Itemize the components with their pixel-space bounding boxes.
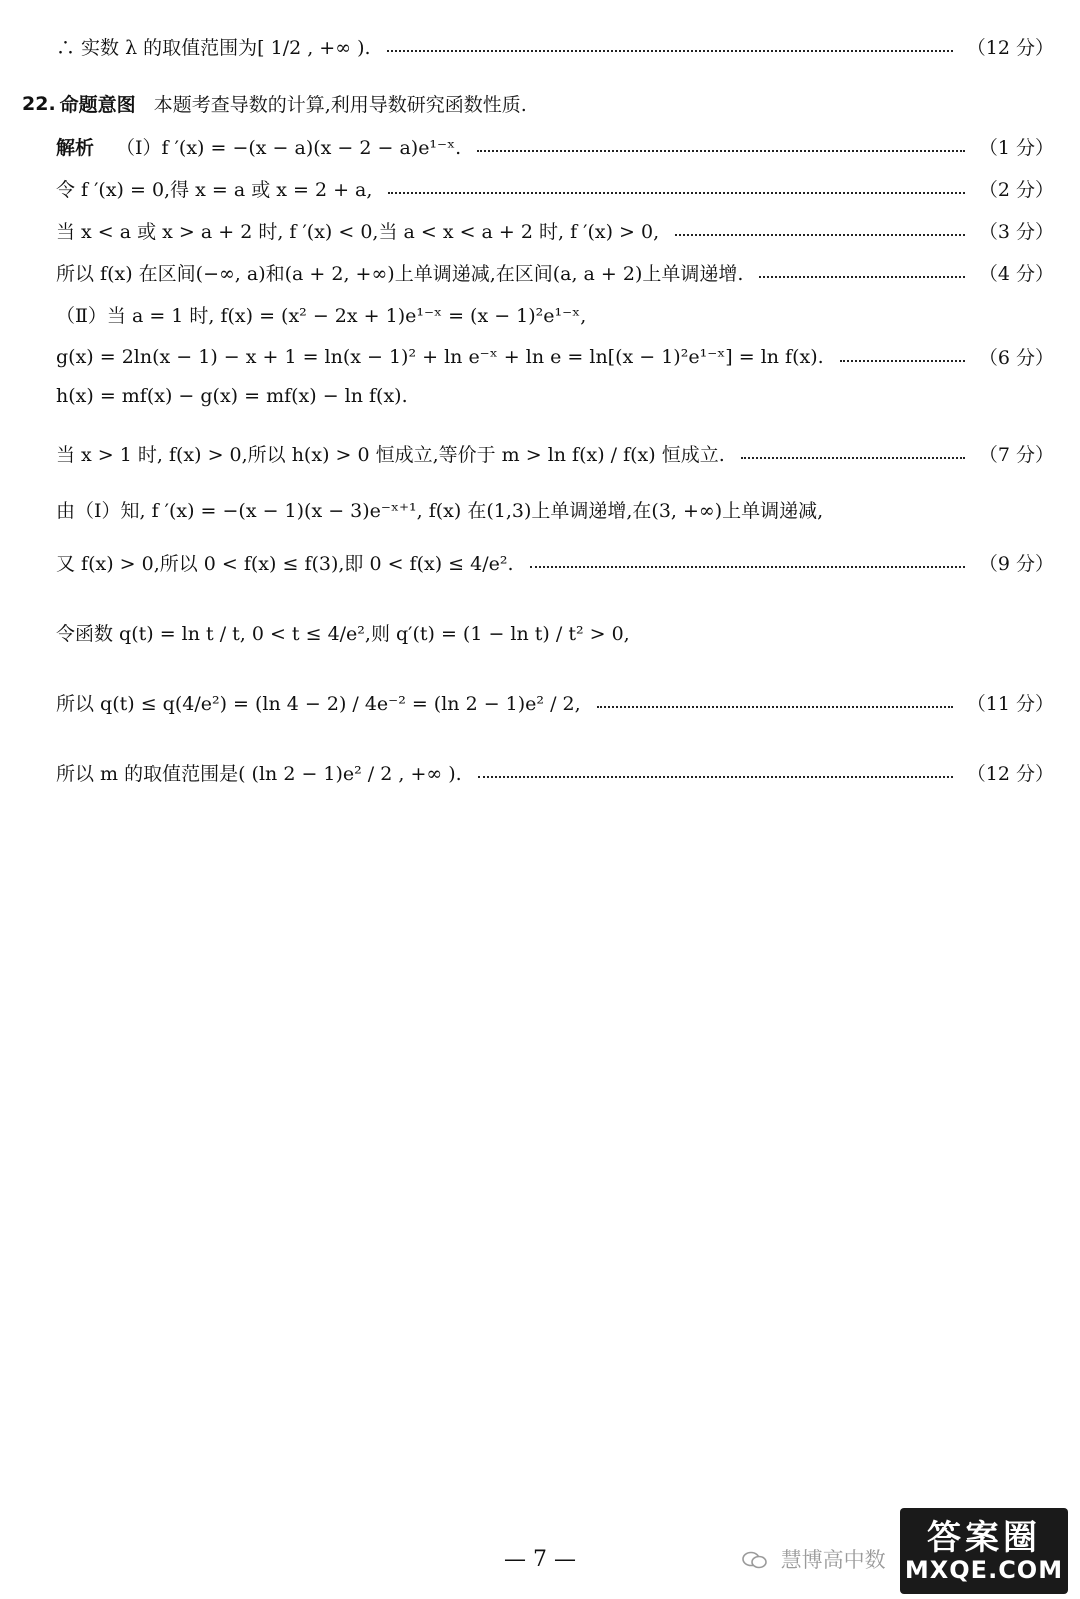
analysis-label: 解析 <box>56 137 95 159</box>
line-text: （Ⅱ）当 a = 1 时, f(x) = (x² − 2x + 1)e¹⁻ˣ = (x − 1)²e¹⁻ˣ, <box>56 305 587 327</box>
line-text: 又 f(x) > 0,所以 0 < f(x) ≤ f(3),即 0 < f(x) ≤ 4/e². <box>56 553 514 575</box>
dot-leader <box>477 150 965 152</box>
line-text: 所以 q(t) ≤ q(4/e²) = (ln 4 − 2) / 4e⁻² = (ln 2 − 1)e² / 2, <box>56 693 581 715</box>
purpose-text: 本题考查导数的计算,利用导数研究函数性质. <box>153 94 527 116</box>
line-sign-analysis <box>56 217 1054 244</box>
line-text: 令 f ′(x) = 0,得 x = a 或 x = 2 + a, <box>56 179 373 201</box>
line-q-max <box>56 689 1054 716</box>
question-number: 22. <box>22 92 56 115</box>
score-label: （12 分） <box>966 37 1054 59</box>
dot-leader <box>530 566 965 568</box>
dot-leader <box>597 706 953 708</box>
line-text: h(x) = mf(x) − g(x) = mf(x) − ln f(x). <box>56 385 408 407</box>
score-label: （6 分） <box>978 347 1054 369</box>
line-h-definition <box>56 385 1054 407</box>
line-m-range <box>56 759 1054 786</box>
line-text: 当 x > 1 时, f(x) > 0,所以 h(x) > 0 恒成立,等价于 m > ln f(x) / f(x) 恒成立. <box>56 444 725 466</box>
watermark-source-text: 慧博高中数 <box>780 1548 886 1572</box>
line-q-function <box>56 619 1054 646</box>
line-g-definition <box>56 343 1054 370</box>
dot-leader <box>388 192 964 194</box>
line-text: 由（Ⅰ）知, f ′(x) = −(x − 1)(x − 3)e⁻ˣ⁺¹, f(x) 在(1,3)上单调递增,在(3, +∞)上单调递减, <box>56 500 824 522</box>
score-label: （1 分） <box>978 137 1054 159</box>
dot-leader <box>840 360 965 362</box>
score-label: （11 分） <box>966 693 1054 715</box>
score-label: （2 分） <box>978 179 1054 201</box>
line-f-bounds <box>56 549 1054 576</box>
line-text: 所以 m 的取值范围是( (ln 2 − 1)e² / 2 , +∞ ). <box>56 763 462 785</box>
line-text: 当 x < a 或 x > a + 2 时, f ′(x) < 0,当 a < x < a + 2 时, f ′(x) > 0, <box>56 221 660 243</box>
line-derivative <box>56 133 1054 160</box>
watermark-source <box>742 1544 886 1574</box>
dot-leader <box>387 50 953 52</box>
dot-leader <box>478 776 953 778</box>
line-from-part1 <box>56 496 1054 523</box>
line-critical-points <box>56 175 1054 202</box>
dot-leader <box>741 457 965 459</box>
score-label: （9 分） <box>978 553 1054 575</box>
score-label: （3 分） <box>978 221 1054 243</box>
line-text: （Ⅰ）f ′(x) = −(x − a)(x − 2 − a)e¹⁻ˣ. <box>116 137 462 159</box>
score-label: （4 分） <box>978 263 1054 285</box>
wechat-icon <box>742 1550 768 1568</box>
score-label: （7 分） <box>978 444 1054 466</box>
dot-leader <box>675 234 965 236</box>
line-equivalence <box>56 440 1054 467</box>
watermark-logo-text: 答案圈 <box>927 1518 1041 1558</box>
line-text: 令函数 q(t) = ln t / t, 0 < t ≤ 4/e²,则 q′(t) = (1 − ln t) / t² > 0, <box>56 623 630 645</box>
dot-leader <box>759 276 964 278</box>
line-lambda-range <box>56 33 1054 60</box>
line-text: ∴ 实数 λ 的取值范围为[ 1/2 , +∞ ). <box>56 37 371 59</box>
line-part2-f <box>56 301 1054 328</box>
line-text: 所以 f(x) 在区间(−∞, a)和(a + 2, +∞)上单调递减,在区间(a, a + 2)上单调递增. <box>56 263 744 285</box>
page-number: — 7 — <box>504 1547 576 1572</box>
section-label: 命题意图 <box>59 94 136 116</box>
line-text: g(x) = 2ln(x − 1) − x + 1 = ln(x − 1)² + ln e⁻ˣ + ln e = ln[(x − 1)²e¹⁻ˣ] = ln f(x). <box>56 345 824 368</box>
score-label: （12 分） <box>966 763 1054 785</box>
watermark-url: MXQE.COM <box>904 1556 1064 1584</box>
watermark-logo <box>900 1508 1068 1594</box>
line-monotonicity <box>56 259 1054 286</box>
question-22-heading <box>22 90 1054 117</box>
